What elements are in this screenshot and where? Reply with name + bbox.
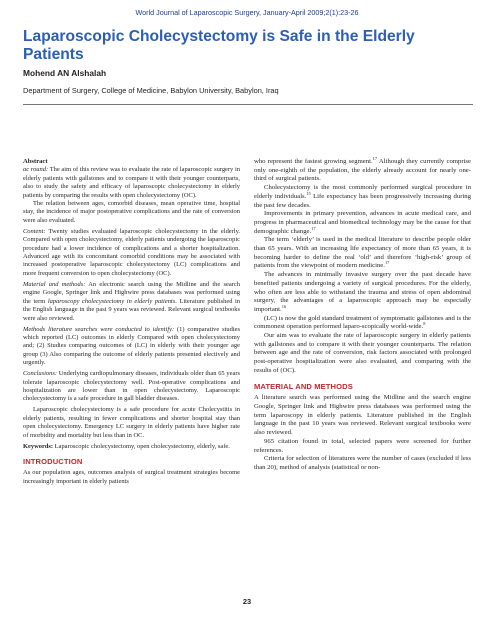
author-affiliation: Department of Surgery, College of Medicine, Babylon University, Babylon, Iraq	[23, 86, 279, 95]
intro-p4-text: The term ‘elderly’ is used in the medical literature to describe people older than 65 years. With an increasing life expectancy of more than 65 years, it is becoming harder to define the real ‘old’ and therefore ‘high-risk’ group of patients from the viewpoint of modern medicine.	[254, 236, 471, 270]
citation-ref: 17	[311, 225, 316, 231]
methods-paragraph-1: A literature search was performed using the Midline and the search engine Google, Springer link and Highwire press databases was performed using the term laparoscopy in elderly patients. Literature published in the English language in the past 10 years was reviewed. Relevant surgical textbooks were also reviewed.	[254, 394, 471, 437]
content-text: Twenty studies evaluated laparoscopic cholecystectomy in the elderly. Compared with open cholecystectomy, elderly patients undergoing the laparoscopic procedure had a lower incidence of complications and a shorter hospitalization. Advanced age with its concomitant comorbid conditions may be associated with increased postoperative laparoscopic cholecystectomy (LC) complications and more frequent conversion to open cholecystectomy (OC).	[23, 227, 240, 277]
abstract-content	[23, 228, 240, 278]
citation-ref: 8	[423, 321, 426, 327]
keywords-label: Keywords:	[23, 442, 54, 450]
intro-paragraph-7: Our aim was to evaluate the rate of laparoscopic surgery in elderly patients with gallstones and to compare it with their younger counterparts. The relation between age and the rate of conversion, risk factors associated with prolonged post-operative hospitalization were also evaluated, and comparing with the results of (OC).	[254, 332, 471, 374]
abstract-methods	[23, 281, 240, 323]
literature-label: Methods literature searches were conducted to identify:	[23, 325, 175, 333]
conclusions-label: Conclusions:	[23, 370, 57, 378]
intro-p5-text: The advances in minimally invasive surgery over the past decade have benefited patients undergoing a variety of surgical procedures. For the elderly, who often are less able to withstand the trauma and stress of open abdominal surgery, the advantages of a laparoscopic approach may be especially important.	[254, 271, 471, 313]
introduction-paragraph: As our population ages, outcomes analysis of surgical treatment strategies become increasingly important in elderly patients	[23, 469, 240, 485]
abstract-conclusions	[23, 370, 240, 404]
abstract-background	[23, 166, 240, 200]
intro-paragraph-3	[254, 210, 471, 236]
methods-text-pre: An electronic search using the Midline and the search engine Google, Springer link and Highwire press databases was performed using the term	[23, 280, 240, 305]
title-divider	[23, 104, 473, 105]
keywords	[23, 443, 240, 451]
keywords-text: Laparoscopic cholecystectomy, open cholecystectomy, elderly, safe.	[53, 442, 230, 450]
intro-paragraph-1	[254, 155, 472, 184]
article-title: Laparoscopic Cholecystectomy is Safe in the Elderly Patients	[23, 28, 415, 63]
methods-search-term: laparoscopy cholecystectomy in elderly patients	[47, 297, 176, 305]
intro-p2-text: Cholecystectomy is the most commonly performed surgical procedure in elderly individuals.	[254, 184, 471, 200]
citation-ref: 15	[306, 190, 311, 196]
citation-ref: 17	[384, 260, 390, 266]
intro-paragraph-6	[254, 315, 471, 332]
abstract-heading: Abstract	[23, 158, 48, 165]
intro-p3-text: Improvements in primary prevention, advances in acute medical care, and progress in pharmaceutical and biomedical technology may be the cause for that demographic change.	[254, 210, 471, 235]
intro-paragraph-2	[254, 184, 471, 210]
journal-running-header: World Journal of Laparoscopic Surgery, January-April 2009;2(1):23-26	[135, 8, 359, 17]
abstract-literature	[23, 326, 240, 368]
left-column	[23, 158, 240, 486]
methods-paragraph-3: Criteria for selection of literatures were the number of cases (excluded if less than 20), method of analysis (statistical or non-	[254, 455, 471, 471]
methods-paragraph-2: 965 citation found in total, selected papers were screened for further references.	[254, 437, 471, 454]
methods-heading: MATERIAL AND METHODS	[254, 381, 353, 391]
intro-p2-text-2: Life expectancy has been progressively increasing during the past few decades.	[254, 192, 471, 209]
intro-p1-text: who represent the fastest growing segment.	[254, 158, 373, 165]
methods-label: Material and methods:	[23, 280, 86, 288]
background-text: The aim of this review was to evaluate the rate of laparoscopic surgery in elderly patients with gallstones and to compare it with their younger counterparts, also to study the safety and efficacy of laparoscopic cholecystectomy in elderly patients by comparing the results with open cholecystectomy (OC).	[23, 166, 240, 199]
intro-p1-text-2: Although they currently comprise only one-eighth of the population, the elderly already account for nearly one-third of surgical patients.	[254, 158, 472, 183]
conclusions-text: Underlying cardiopulmonary diseases, individuals older than 65 years tolerate laparoscopic cholecystectomy well. Post-operative complications and hospitalization are lower than in open cholecystectomy. Laparoscopic cholecystectomy is a safe procedure in gall bladder diseases.	[23, 370, 240, 403]
right-column	[254, 155, 472, 473]
intro-paragraph-5	[254, 271, 471, 315]
literature-text: (1) comparative studies which reported (LC) outcomes in elderly Compared with open cholecystectomy and; (2) Studies comparing outcomes of (LC) in elderly with their younger age group (3) Also comparing the outcome of elderly patients presented electively and urgently.	[23, 325, 241, 367]
abstract-background-2: The relation between ages, comorbid diseases, mean operative time, hospital stay, the incidence of major postoperative complications and the rate of conversion were also evaluated.	[23, 200, 240, 224]
background-label: ac round:	[23, 166, 49, 174]
author-name: Mohend AN Alshalah	[23, 68, 107, 78]
citation-ref: 16	[281, 303, 287, 309]
introduction-heading: INTRODUCTION	[23, 456, 83, 466]
page-number: 23	[242, 597, 252, 606]
citation-ref: 17	[372, 155, 378, 161]
intro-paragraph-4	[254, 236, 471, 271]
methods-text-post: . Literature published in the English language in the past 9 years was reviewed. Relevant surgical textbooks were also reviewed.	[23, 297, 240, 322]
intro-p6-text: (LC) is now the gold standard treatment of symptomatic gallstones and is the commonest operation performed laparo-scopically world-wide.	[254, 314, 471, 331]
abstract-final-paragraph: Laparoscopic cholecystectomy is a safe procedure for acute Cholecystitis in elderly patients, resulting in fewer complications and shorter hospital stay than open cholecystectomy. Emergency LC surgery in elderly patients have higher rate of morbidity and mortality but less than in OC.	[23, 406, 240, 439]
content-label: Content:	[23, 227, 46, 235]
